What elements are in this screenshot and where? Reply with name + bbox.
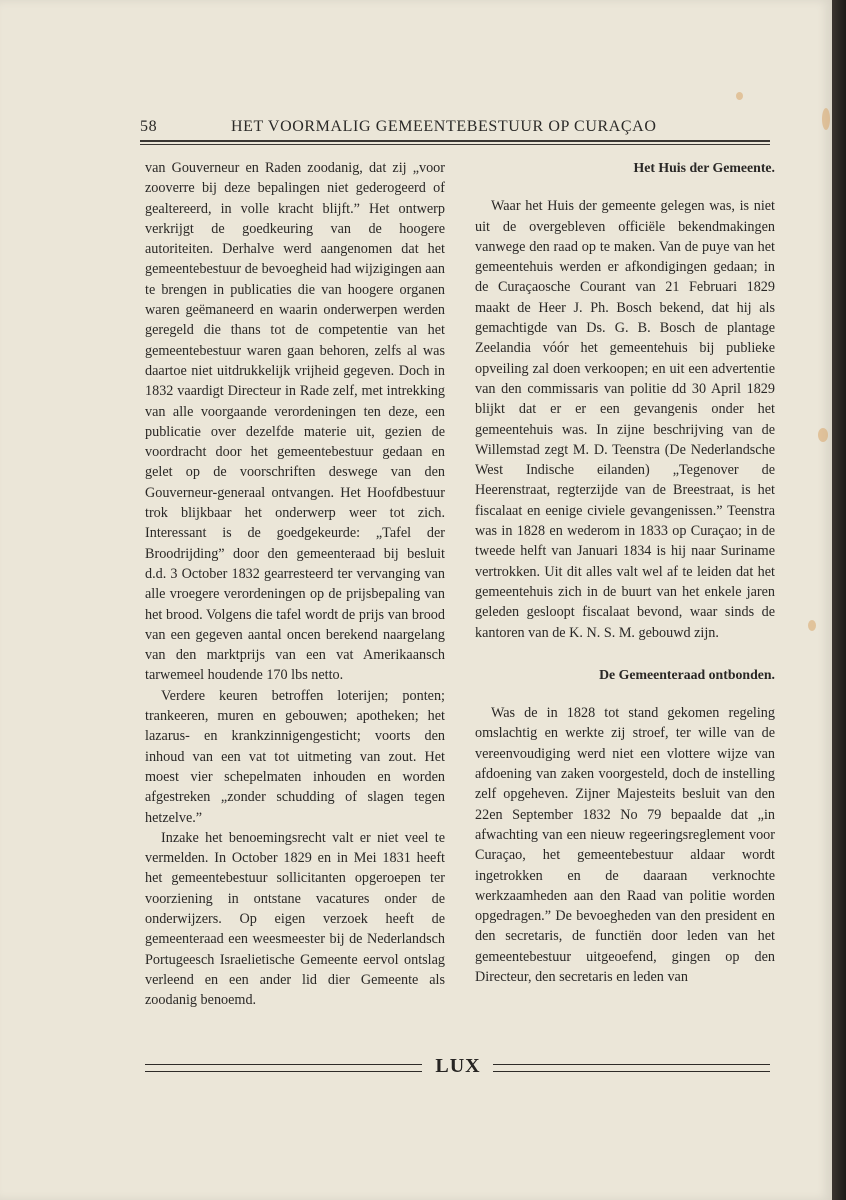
lux-logo: LUX: [426, 1055, 490, 1078]
page-number: 58: [140, 118, 158, 135]
footer-rule-left: [145, 1064, 422, 1072]
paragraph: Verdere keuren betroffen loterijen; ponten; trankeeren, muren en gebouwen; apotheken; het lazarus- en krankzinnigengesticht; voorts den inhoud van een vat tot uitmeting van zout. Het moest vier schepelmaten inhouden en worden afgestreken „zonder schudding of slagen tegen hetzelve.”: [145, 687, 445, 826]
left-column: [145, 158, 445, 1010]
right-column: [475, 158, 775, 987]
running-header: [140, 116, 770, 140]
section-heading: Het Huis der Gemeente.: [633, 160, 775, 175]
paragraph: van Gouverneur en Raden zoodanig, dat zij „voor zooverre bij deze bepalingen niet gederogeerd of gealtereerd, in volle kracht blijft.” Het ontwerp verkrijgt de goedkeuring van de hoogere autoriteiten. Derhalve werd aangenomen dat het gemeentebestuur de bevoegheid had wijzigingen aan te brengen in publicaties die van hoogere organen waren geëmaneerd en waarin onderwerpen werden geregeld die thans tot de competentie van het gemeentebestuur waren gaan behoren, zelfs al was daartoe niet uitdrukkelijk vrijheid gegeven. Doch in 1832 vaardigt Directeur in Rade zelf, met intrekking van alle voorgaande verordeningen ten deze, een publicatie over dezelfde materie uit, gezien de voordracht door het gemeentebestuur gedaan en gelet op de voorschriften deswege van den Gouverneur-generaal ontvangen. Het Hoofdbestuur trok blijkbaar het onderwerp weer tot zich. Interessant is de goedgekeurde: „Tafel der Broodrijding” door den gemeenteraad bij besluit d.d. 3 October 1832 gearresteerd ter vervanging van alle vroegere verordeningen op de prijsbepaling van het brood. Volgens die tafel wordt de prijs van brood van een gegeven aantal oncen berekend naargelang van den marktprijs van een vat Amerikaansch tarwemeel houdende 170 lbs netto.: [145, 160, 445, 684]
header-rule: [140, 140, 770, 145]
running-title: HET VOORMALIG GEMEENTEBESTUUR OP CURAÇAO: [231, 118, 657, 135]
footer-rule-right: [493, 1064, 770, 1072]
footer-ornament: [145, 1055, 770, 1079]
paper-stain: [818, 428, 828, 442]
paper-stain: [808, 620, 816, 631]
paragraph: Waar het Huis der gemeente gelegen was, is niet uit de overgebleven officiële bekendmakingen vanwege den raad op te maken. Van de puye van het gemeentehuis werden er afkondigingen gedaan; in de Curaçaosche Courant van 21 Februari 1829 maakt de Heer J. Ph. Bosch bekend, dat hij als gemachtigde van Ds. G. B. Bosch de plantage Zeelandia vóór het gemeentehuis bij publieke opveiling zal doen verkoopen; en uit een advertentie van den commissaris van politie dd 30 April 1829 blijkt dat er er een gevangenis onder het gemeentehuis was. In zijne beschrijving van de Willemstad zegt M. D. Teenstra (De Nederlandsche West Indische eilanden) „Tegenover de Heerenstraat, regterzijde van de Breestraat, is het fiscalaat en eenige civiele gevangenissen.” Teenstra was in 1828 en wederom in 1833 op Curaçao; in de tweede helft van Januari 1834 is hij naar Suriname vertrokken. Uit dit alles valt wel af te leiden dat het gemeentehuis zich in de buurt van het enkele jaren geleden gesloopt fiscalaat bevond, waar sinds de kantoren van de K. N. S. M. gebouwd zijn.: [475, 198, 775, 641]
paper-stain: [822, 108, 830, 130]
page-edge: [832, 0, 846, 1200]
paragraph: Was de in 1828 tot stand gekomen regeling omslachtig en werkte zij stroef, ter wille van de vereenvoudiging werd niet een vlottere wijze van afdoening van zaken voorgesteld, doch de instelling zelf opgeheven. Zijner Majesteits besluit van den 22en September 1832 No 79 bepaalde dat „in afwachting van een nieuw regeeringsreglement voor Curaçao, het gemeentebestuur aldaar wordt ingetrokken en de daaraan verknochte werkzaamheden aan den Raad van politie worden opgedragen.” De bevoegheden van den president en den secretaris, de functiën door leden van het gemeentebestuur uitgeoefend, gingen op den Directeur, den secretaris en leden van: [475, 705, 775, 985]
section-heading: De Gemeenteraad ontbonden.: [599, 666, 775, 682]
paper-stain: [736, 92, 743, 100]
paragraph: Inzake het benoemingsrecht valt er niet veel te vermelden. In October 1829 en in Mei 1831 heeft het gemeentebestuur sollicitanten opgeroepen ter voorziening in ontstane vacatures onder de onderwijzers. Op eigen verzoek heeft de gemeenteraad een weesmeester bij de Nederlandsch Portugeesch Israelietische Gemeente eervol ontslag verleend en een ander lid dier Gemeente als zoodanig benoemd.: [145, 829, 445, 1009]
